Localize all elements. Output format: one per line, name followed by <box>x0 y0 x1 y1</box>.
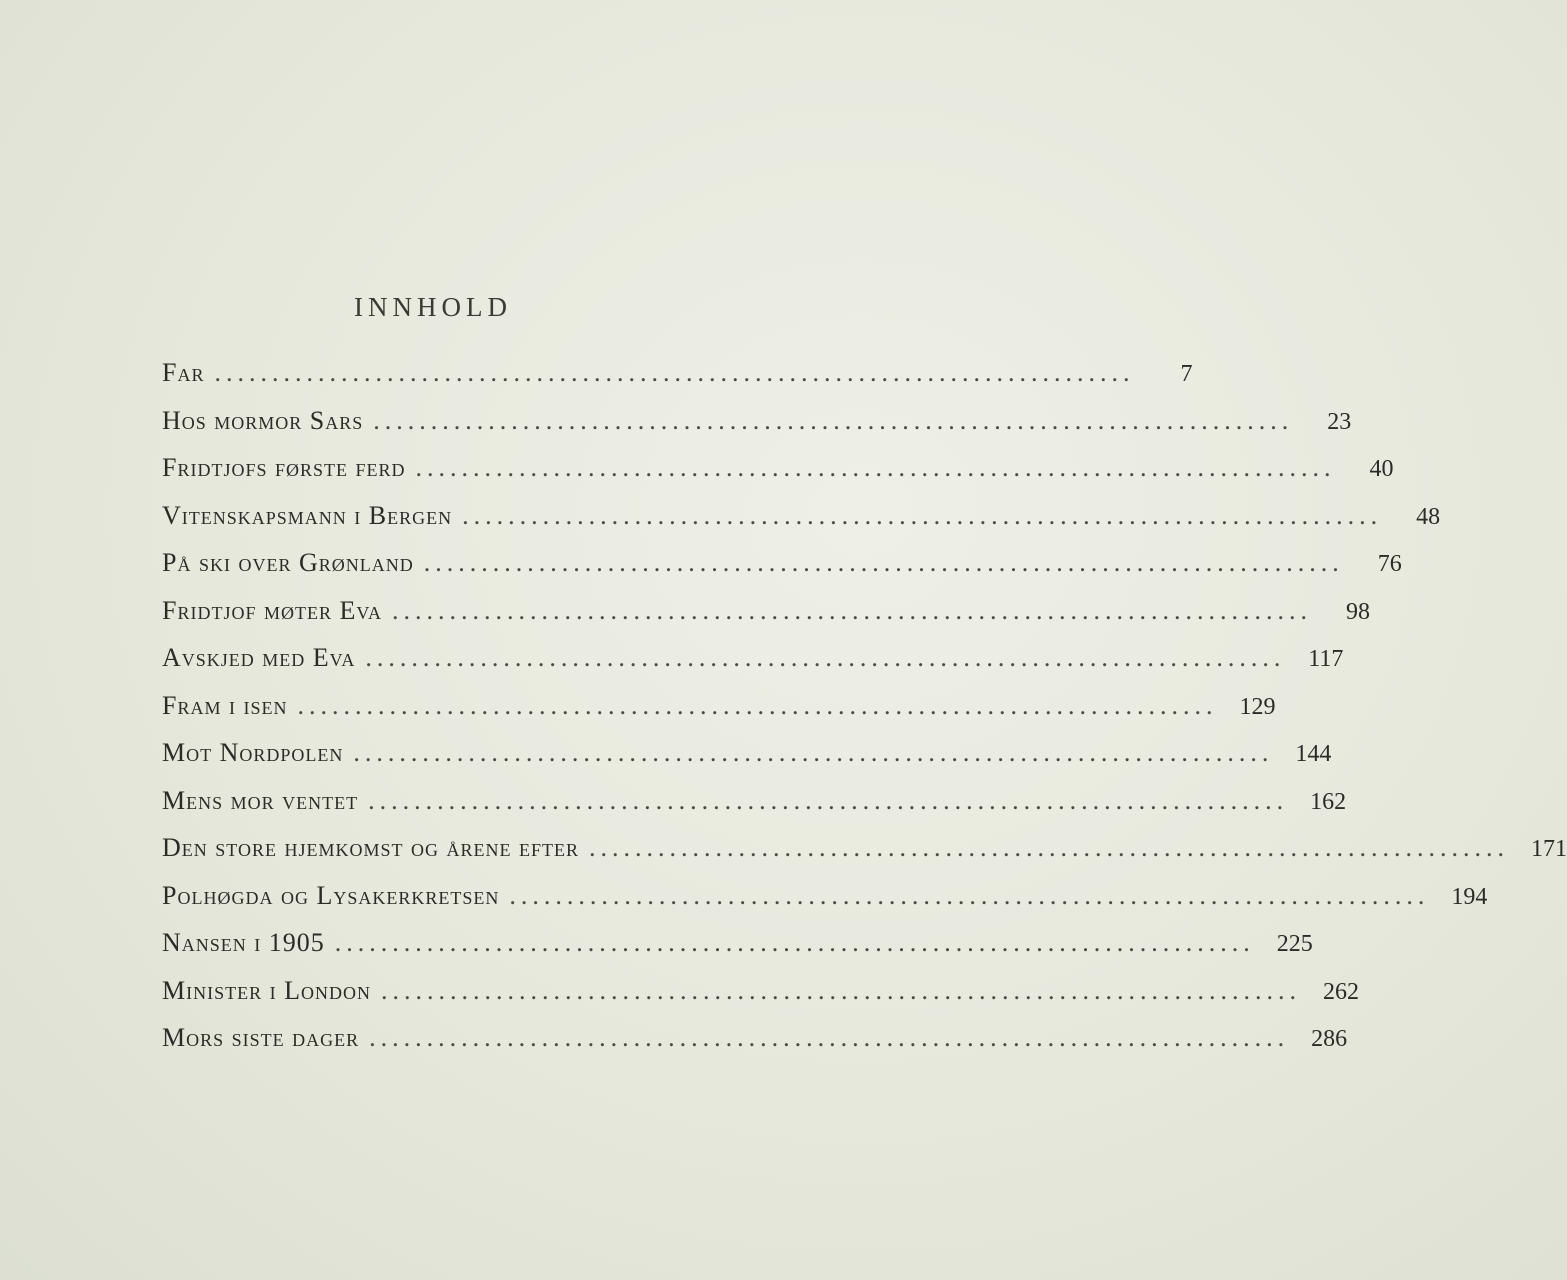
dot-leader: ................................................................................ <box>297 690 1218 720</box>
toc-entry-page: 98 <box>1346 598 1371 625</box>
toc-entry-page: 7 <box>1180 361 1193 387</box>
toc-entry <box>162 738 1332 786</box>
toc-entry-page: 129 <box>1239 693 1276 720</box>
toc-entry-page: 48 <box>1416 503 1441 530</box>
toc-entry-title: Mens mor ventet <box>162 785 359 815</box>
toc-entry <box>162 785 1347 834</box>
dot-leader: ................................................................................ <box>353 738 1274 767</box>
toc-heading: INNHOLD <box>354 292 512 322</box>
dot-leader: ................................................................................ <box>509 880 1430 910</box>
toc-entry-title: På ski over Grønland <box>162 548 414 577</box>
dot-leader: ................................................................................ <box>369 1023 1290 1052</box>
toc-entry-title: Polhøgda og Lysakerkretsen <box>162 880 500 910</box>
toc-entry-title: Fram i isen <box>162 690 288 720</box>
toc-entry-title: Mors siste dager <box>162 1023 360 1052</box>
dot-leader: ................................................................................ <box>365 643 1286 672</box>
toc-entry <box>162 595 1371 644</box>
toc-entry-title: Mot Nordpolen <box>162 738 344 767</box>
toc-entry-title: Vitenskapsmann i Bergen <box>162 500 453 530</box>
toc-entry <box>162 453 1394 501</box>
toc-entry-page: 144 <box>1295 741 1332 767</box>
toc-entry-page: 262 <box>1322 978 1359 1005</box>
toc-entry-page: 40 <box>1369 456 1394 482</box>
toc-entry <box>162 1023 1348 1071</box>
toc-entry-title: Minister i London <box>162 975 371 1005</box>
dot-leader: ................................................................................ <box>423 548 1344 577</box>
dot-leader: ................................................................................ <box>588 833 1509 862</box>
dot-leader: ................................................................................ <box>392 595 1313 625</box>
toc-entry-title: Den store hjemkomst og årene efter <box>162 833 579 862</box>
toc-entry-page: 225 <box>1276 931 1313 957</box>
toc-entry-page: 171 <box>1530 836 1567 862</box>
toc-entry-page: 162 <box>1310 788 1347 815</box>
toc-entry-page: 286 <box>1311 1026 1348 1052</box>
toc-entry <box>162 405 1352 454</box>
toc-entry <box>162 928 1313 976</box>
dot-leader: ................................................................................ <box>462 500 1383 530</box>
toc-entry-page: 76 <box>1377 551 1402 577</box>
dot-leader: ................................................................................ <box>368 785 1289 815</box>
toc-entry-title: Far <box>162 358 205 387</box>
dot-leader: ................................................................................ <box>380 975 1301 1005</box>
toc-entry-title: Hos mormor Sars <box>162 405 364 435</box>
toc-entry <box>162 500 1441 549</box>
toc-entry <box>162 833 1567 881</box>
toc-entry-title: Fridtjof møter Eva <box>162 595 383 625</box>
toc-entry <box>162 975 1359 1024</box>
toc-entry-title: Nansen i 1905 <box>162 928 325 957</box>
toc-entry-title: Fridtjofs første ferd <box>162 453 406 482</box>
table-of-contents <box>162 358 1567 1071</box>
toc-entry-title: Avskjed med Eva <box>162 643 356 672</box>
toc-entry <box>162 690 1276 739</box>
toc-entry-page: 194 <box>1451 883 1488 910</box>
dot-leader: ................................................................................ <box>214 358 1135 387</box>
toc-entry-page: 117 <box>1308 646 1344 672</box>
dot-leader: ................................................................................ <box>373 405 1294 435</box>
dot-leader: ................................................................................ <box>334 928 1255 957</box>
toc-entry <box>162 643 1344 691</box>
toc-entry <box>162 880 1488 929</box>
dot-leader: ................................................................................ <box>415 453 1336 482</box>
toc-entry <box>162 548 1402 596</box>
toc-entry <box>162 358 1193 406</box>
toc-entry-page: 23 <box>1327 408 1352 435</box>
